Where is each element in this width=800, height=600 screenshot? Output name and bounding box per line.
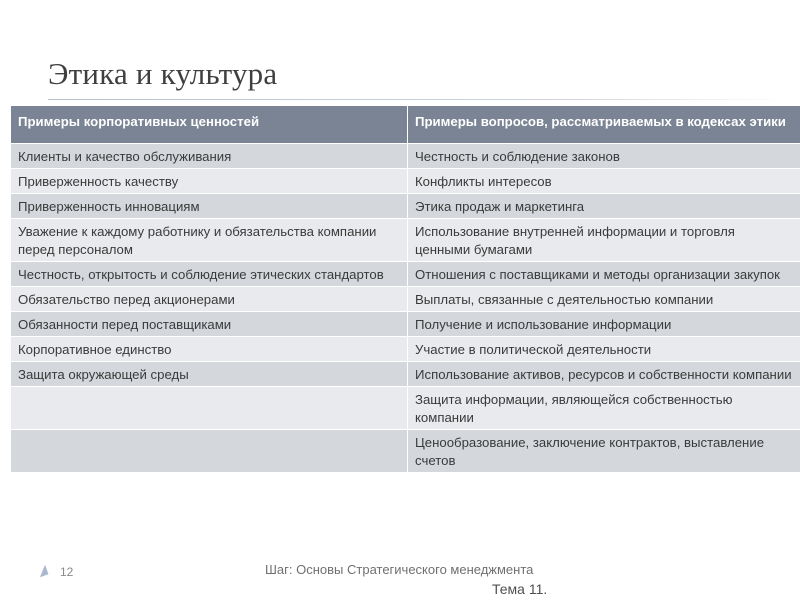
table-cell-value: Корпоративное единство: [11, 337, 408, 362]
table-cell-issue: Использование активов, ресурсов и собственности компании: [408, 362, 800, 387]
table-row: [11, 387, 800, 430]
footer-page-number: 12: [60, 565, 74, 579]
table-cell-issue: Участие в политической деятельности: [408, 337, 800, 362]
table-row: [11, 312, 800, 337]
table-row: [11, 362, 800, 387]
table-cell-issue: Честность и соблюдение законов: [408, 144, 800, 169]
title-divider: [48, 99, 788, 100]
table-cell-issue: Отношения с поставщиками и методы организации закупок: [408, 262, 800, 287]
table-cell-value: Уважение к каждому работнику и обязательства компании перед персоналом: [11, 219, 408, 262]
table-cell-value: Обязательство перед акционерами: [11, 287, 408, 312]
table-row: [11, 169, 800, 194]
table-row: [11, 262, 800, 287]
header-ethics-code-issues: Примеры вопросов, рассматриваемых в кодексах этики: [408, 106, 800, 144]
table-cell-value: [11, 430, 408, 473]
table-cell-value: Честность, открытость и соблюдение этических стандартов: [11, 262, 408, 287]
footer-course-text: Шаг: Основы Стратегического менеджмента: [265, 562, 534, 577]
table-row: [11, 287, 800, 312]
table-row: [11, 194, 800, 219]
table-cell-value: [11, 387, 408, 430]
table-row: [11, 337, 800, 362]
table-header-row: [11, 106, 800, 144]
table-cell-issue: Этика продаж и маркетинга: [408, 194, 800, 219]
table-cell-value: Приверженность инновациям: [11, 194, 408, 219]
table-cell-issue: Ценообразование, заключение контрактов, выставление счетов: [408, 430, 800, 473]
footer-arrow-icon: [37, 565, 49, 577]
header-corporate-values: Примеры корпоративных ценностей: [11, 106, 408, 144]
table-cell-issue: Защита информации, являющейся собственностью компании: [408, 387, 800, 430]
ethics-table: [10, 105, 800, 473]
table-row: [11, 144, 800, 169]
slide-title: Этика и культура: [48, 56, 278, 91]
table-row: [11, 430, 800, 473]
table-cell-value: Защита окружающей среды: [11, 362, 408, 387]
table-cell-value: Клиенты и качество обслуживания: [11, 144, 408, 169]
footer-topic: Тема 11.: [492, 581, 548, 597]
table-cell-issue: Использование внутренней информации и торговля ценными бумагами: [408, 219, 800, 262]
table-cell-value: Обязанности перед поставщиками: [11, 312, 408, 337]
table-cell-issue: Получение и использование информации: [408, 312, 800, 337]
table-cell-issue: Выплаты, связанные с деятельностью компании: [408, 287, 800, 312]
table-row: [11, 219, 800, 262]
table-cell-value: Приверженность качеству: [11, 169, 408, 194]
table-cell-issue: Конфликты интересов: [408, 169, 800, 194]
